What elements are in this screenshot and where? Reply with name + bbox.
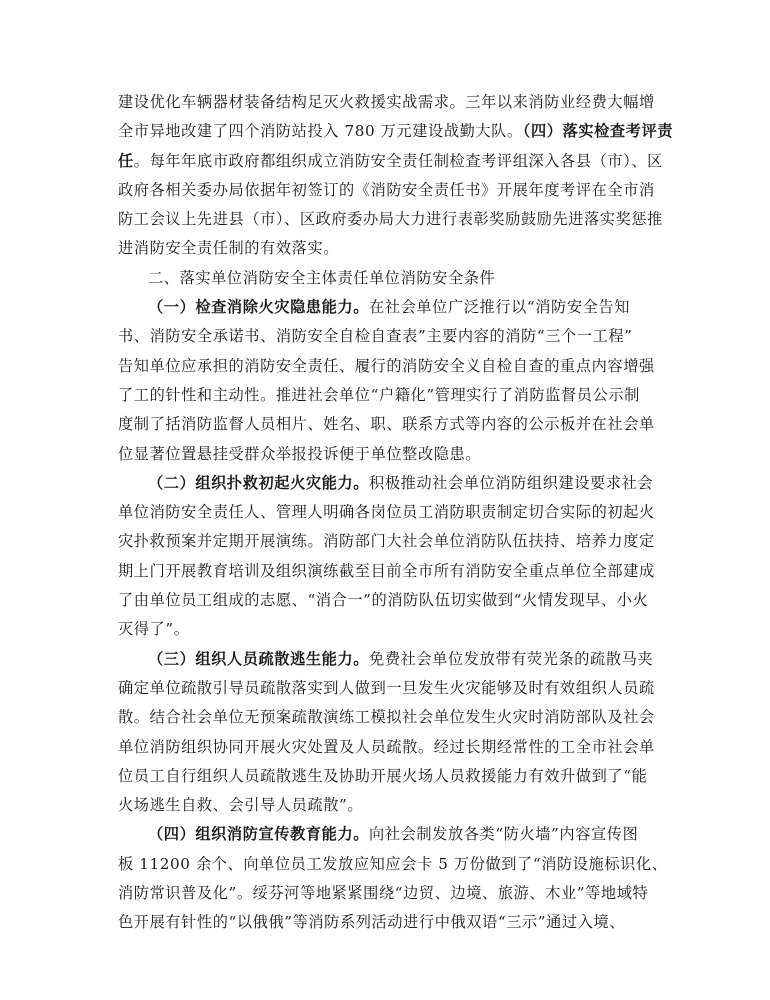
body-text: 位员工自行组织人员疏散逃生及协助开展火场人员救援能力有效升做到了“能 (118, 766, 648, 785)
text-line (118, 117, 674, 146)
body-text: 度制了括消防监督人员相片、姓名、职、联系方式等内容的公示板并在社会单 (118, 415, 655, 434)
text-line (118, 498, 658, 527)
body-text: 灭得了”。 (118, 620, 190, 639)
body-text: 在社会单位广泛推行以“消防安全告知 (369, 298, 630, 317)
text-line (118, 176, 658, 205)
text-line (118, 762, 658, 791)
text-line (118, 88, 658, 117)
body-text: 期上门开展教育培训及组织演练截至目前全市所有消防安全重点单位全部建成 (118, 561, 655, 580)
bold-heading-text: （四）组织消防宣传教育能力。 (148, 825, 370, 844)
bold-heading-text: （二）组织扑救初起火灾能力。 (148, 473, 370, 492)
text-line (118, 381, 658, 410)
text-line (118, 410, 658, 439)
text-line (118, 234, 658, 263)
text-line (118, 527, 658, 556)
bold-heading-text: （四）落实检查考评责 (522, 122, 674, 141)
text-line (118, 440, 658, 469)
body-text: 告知单位应承担的消防安全责任、履行的消防安全义自检自查的重点内容增强 (118, 356, 655, 375)
text-line (118, 820, 658, 849)
text-line (118, 791, 658, 820)
body-text: 政府各相关委办局依据年初签订的《消防安全责任书》开展年度考评在全市消 (118, 180, 655, 199)
body-text: 散。结合社会单位无预案疏散演练工模拟社会单位发生火灾时消防部队及社会 (118, 708, 655, 727)
body-text: 防工会议上先进县（市）、区政府委办局大力进行表彰奖励鼓励先进落实奖惩推 (118, 210, 663, 229)
body-text: 了工的针性和主动性。推进社会单位“户籍化”管理实行了消防监督员公示制 (118, 385, 640, 404)
text-line (118, 147, 663, 176)
text-line (118, 469, 658, 498)
text-line (118, 293, 658, 322)
text-line (118, 352, 658, 381)
text-line (118, 879, 658, 908)
body-text: 书、消防安全承诺书、消防安全自检自查表”主要内容的消防“三个一工程” (118, 327, 633, 346)
text-line (118, 733, 658, 762)
bold-heading-text: （三）组织人员疏散逃生能力。 (148, 649, 370, 668)
body-text: 确定单位疏散引导员疏散落实到人做到一旦发生火灾能够及时有效组织人员疏 (118, 678, 655, 697)
document-body (118, 88, 674, 938)
body-text: 板 11200 余个、向单位员工发放应知应会卡 5 万份做到了“消防设施标识化、 (118, 854, 668, 873)
text-line (118, 322, 658, 351)
text-line (118, 703, 658, 732)
body-text: 消防常识普及化”。绥芬河等地紧紧围绕“边贸、边境、旅游、木业”等地域特 (118, 884, 649, 903)
body-text: 单位消防组织协同开展火灾处置及人员疏散。经过长期经常性的工全市社会单 (118, 737, 655, 756)
body-text: 建设优化车辆器材装备结构足灭火救援实战需求。三年以来消防业经费大幅增 (118, 93, 655, 111)
text-line (118, 674, 658, 703)
body-text: 向社会制发放各类“防火墙”内容宣传图 (369, 825, 639, 844)
body-text: 了由单位员工组成的志愿、“消合一”的消防队伍切实做到“火情发现早、小火 (118, 591, 649, 610)
body-text: 色开展有针性的“以俄俄”等消防系列活动进行中俄双语“三示”通过入境、 (118, 913, 626, 932)
body-text: 。每年年底市政府都组织成立消防安全责任制检查考评组深入各县（市）、区 (133, 151, 663, 170)
text-line (118, 586, 658, 615)
body-text: 免费社会单位发放带有荧光条的疏散马夹 (369, 649, 654, 668)
text-line (118, 850, 668, 879)
body-text: 二、落实单位消防安全主体责任单位消防安全条件 (148, 268, 496, 287)
text-line (118, 557, 658, 586)
body-text: 位显著位置悬挂受群众举报投诉便于单位整改隐患。 (118, 444, 482, 463)
text-line (118, 615, 658, 644)
body-text: 积极推动社会单位消防组织建设要求社会 (369, 473, 654, 492)
body-text: 火场逃生自救、会引导人员疏散”。 (118, 796, 364, 815)
body-text: 单位消防安全责任人、管理人明确各岗位员工消防职责制定切合实际的初起火 (118, 503, 655, 522)
text-line (118, 264, 658, 293)
body-text: 进消防安全责任制的有效落实。 (118, 239, 340, 258)
text-line (118, 205, 663, 234)
text-line (118, 908, 658, 937)
body-text: 全市异地改建了四个消防站投入 780 万元建设战勤大队。 (118, 122, 523, 141)
bold-heading-text: （一）检查消除火灾隐患能力。 (148, 298, 370, 317)
bold-heading-text: 任 (118, 151, 134, 170)
text-line (118, 645, 658, 674)
body-text: 灾扑救预案并定期开展演练。消防部门大社会单位消防队伍扶持、培养力度定 (118, 532, 655, 551)
